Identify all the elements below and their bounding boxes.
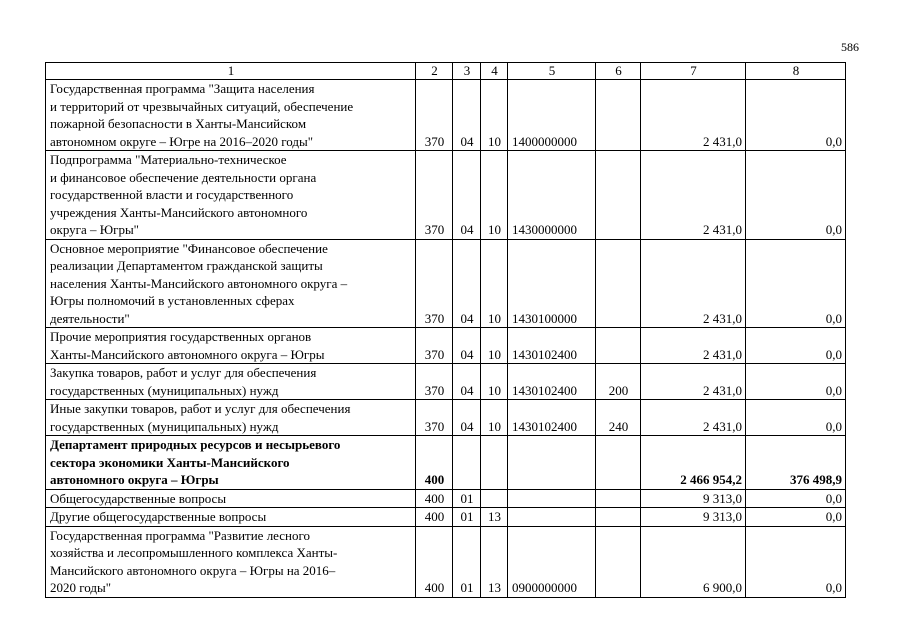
cell-code-admin: 370	[416, 151, 453, 240]
cell-amount-subvention: 0,0	[746, 239, 846, 328]
cell-item-name	[46, 400, 416, 436]
cell-code-target: 1400000000	[508, 80, 596, 151]
cell-item-name-line: 2020 годы"	[50, 580, 112, 595]
cell-code-target: 1430102400	[508, 328, 596, 364]
cell-item-name-line: Закупка товаров, работ и услуг для обеспечения	[50, 365, 317, 380]
cell-item-name	[46, 364, 416, 400]
cell-item-name-line: Подпрограмма "Материально-техническое	[50, 152, 287, 167]
cell-code-subsection: 13	[481, 508, 508, 527]
cell-code-section: 04	[453, 364, 481, 400]
cell-code-expense	[596, 328, 641, 364]
column-header-8: 8	[746, 63, 846, 80]
cell-code-section: 01	[453, 489, 481, 508]
cell-item-name-line: округа – Югры"	[50, 222, 139, 237]
column-header-7: 7	[641, 63, 746, 80]
cell-item-name-line: Основное мероприятие "Финансовое обеспечение	[50, 240, 328, 256]
cell-amount-total: 2 431,0	[641, 80, 746, 151]
cell-item-name-line: Государственная программа "Защита населения	[50, 81, 315, 96]
cell-code-expense	[596, 526, 641, 597]
cell-code-subsection: 10	[481, 364, 508, 400]
table-row	[46, 526, 846, 597]
cell-code-expense	[596, 239, 641, 328]
cell-code-section: 04	[453, 328, 481, 364]
table-row	[46, 489, 846, 508]
column-header-5: 5	[508, 63, 596, 80]
cell-item-name	[46, 489, 416, 508]
cell-code-subsection: 10	[481, 151, 508, 240]
cell-amount-total: 9 313,0	[641, 489, 746, 508]
cell-code-admin: 370	[416, 328, 453, 364]
cell-code-admin: 370	[416, 364, 453, 400]
cell-item-name-line: Мансийского автономного округа – Югры на 2016–	[50, 562, 336, 578]
cell-code-admin: 400	[416, 436, 453, 490]
table-row	[46, 436, 846, 490]
cell-code-section	[453, 436, 481, 490]
cell-code-subsection	[481, 436, 508, 490]
cell-code-subsection	[481, 489, 508, 508]
cell-amount-total: 9 313,0	[641, 508, 746, 527]
table-header-row	[46, 63, 846, 80]
cell-item-name	[46, 436, 416, 490]
cell-amount-subvention: 0,0	[746, 328, 846, 364]
cell-code-target	[508, 508, 596, 527]
cell-item-name-line: Другие общегосударственные вопросы	[50, 509, 267, 524]
cell-code-target: 0900000000	[508, 526, 596, 597]
cell-item-name-line: Департамент природных ресурсов и несырьевого	[50, 437, 341, 452]
cell-item-name	[46, 151, 416, 240]
cell-amount-total: 2 431,0	[641, 151, 746, 240]
cell-amount-subvention: 0,0	[746, 400, 846, 436]
cell-code-target: 1430102400	[508, 364, 596, 400]
cell-item-name	[46, 80, 416, 151]
table-row	[46, 80, 846, 151]
cell-code-expense	[596, 436, 641, 490]
cell-item-name-line: Общегосударственные вопросы	[50, 490, 227, 506]
cell-code-target: 1430100000	[508, 239, 596, 328]
cell-amount-subvention: 376 498,9	[746, 436, 846, 490]
column-header-3: 3	[453, 63, 481, 80]
cell-amount-total: 2 431,0	[641, 328, 746, 364]
cell-code-expense	[596, 508, 641, 527]
cell-code-section: 01	[453, 508, 481, 527]
table-body	[46, 63, 846, 598]
cell-item-name-line: государственных (муниципальных) нужд	[50, 382, 279, 398]
cell-code-subsection: 10	[481, 239, 508, 328]
cell-item-name	[46, 508, 416, 527]
table-row	[46, 239, 846, 328]
cell-code-expense: 200	[596, 364, 641, 400]
cell-code-admin: 400	[416, 526, 453, 597]
cell-item-name	[46, 328, 416, 364]
cell-item-name-line: и территорий от чрезвычайных ситуаций, обеспечение	[50, 98, 354, 114]
cell-item-name-line: автономного округа – Югры	[50, 472, 219, 487]
column-header-2: 2	[416, 63, 453, 80]
cell-amount-total: 2 431,0	[641, 364, 746, 400]
cell-code-target	[508, 489, 596, 508]
cell-item-name-line: хозяйства и лесопромышленного комплекса Ханты-	[50, 545, 338, 560]
cell-item-name-line: пожарной безопасности в Ханты-Мансийском	[50, 116, 307, 131]
cell-code-subsection: 10	[481, 328, 508, 364]
cell-code-target: 1430000000	[508, 151, 596, 240]
cell-code-subsection: 13	[481, 526, 508, 597]
cell-item-name-line: Югры полномочий в установленных сферах	[50, 293, 295, 308]
table-row	[46, 400, 846, 436]
cell-amount-total: 2 466 954,2	[641, 436, 746, 490]
cell-item-name-line: населения Ханты-Мансийского автономного округа –	[50, 275, 348, 291]
cell-amount-total: 2 431,0	[641, 239, 746, 328]
cell-code-expense	[596, 489, 641, 508]
table-row	[46, 328, 846, 364]
cell-item-name-line: реализации Департаментом гражданской защиты	[50, 258, 323, 273]
cell-amount-subvention: 0,0	[746, 508, 846, 527]
cell-amount-subvention: 0,0	[746, 151, 846, 240]
cell-code-target: 1430102400	[508, 400, 596, 436]
cell-item-name-line: Иные закупки товаров, работ и услуг для обеспечения	[50, 401, 351, 416]
column-header-4: 4	[481, 63, 508, 80]
page-number: 586	[841, 40, 859, 54]
cell-item-name-line: деятельности"	[50, 310, 130, 326]
cell-code-subsection: 10	[481, 80, 508, 151]
column-header-6: 6	[596, 63, 641, 80]
cell-code-expense: 240	[596, 400, 641, 436]
cell-code-expense	[596, 151, 641, 240]
cell-item-name-line: государственных (муниципальных) нужд	[50, 418, 279, 434]
cell-item-name-line: и финансовое обеспечение деятельности органа	[50, 169, 317, 185]
table-row	[46, 364, 846, 400]
cell-code-section: 01	[453, 526, 481, 597]
cell-code-admin: 370	[416, 239, 453, 328]
budget-table	[45, 62, 846, 598]
cell-amount-subvention: 0,0	[746, 526, 846, 597]
cell-code-admin: 370	[416, 400, 453, 436]
cell-item-name-line: учреждения Ханты-Мансийского автономного	[50, 204, 308, 220]
cell-amount-total: 6 900,0	[641, 526, 746, 597]
cell-amount-subvention: 0,0	[746, 80, 846, 151]
cell-item-name	[46, 239, 416, 328]
cell-amount-total: 2 431,0	[641, 400, 746, 436]
cell-item-name-line: автономном округе – Югре на 2016–2020 годы"	[50, 133, 314, 149]
cell-item-name-line: Государственная программа "Развитие лесного	[50, 527, 311, 543]
column-header-1: 1	[46, 63, 416, 80]
cell-code-admin: 400	[416, 489, 453, 508]
cell-code-target	[508, 436, 596, 490]
cell-item-name	[46, 526, 416, 597]
cell-amount-subvention: 0,0	[746, 364, 846, 400]
cell-item-name-line: Прочие мероприятия государственных органов	[50, 329, 312, 344]
cell-code-section: 04	[453, 239, 481, 328]
table-row	[46, 151, 846, 240]
cell-item-name-line: Ханты-Мансийского автономного округа – Югры	[50, 346, 325, 362]
cell-item-name-line: сектора экономики Ханты-Мансийского	[50, 454, 290, 470]
cell-code-section: 04	[453, 400, 481, 436]
cell-code-admin: 400	[416, 508, 453, 527]
table-row	[46, 508, 846, 527]
cell-code-subsection: 10	[481, 400, 508, 436]
cell-item-name-line: государственной власти и государственного	[50, 187, 294, 202]
cell-code-expense	[596, 80, 641, 151]
cell-code-section: 04	[453, 80, 481, 151]
cell-code-admin: 370	[416, 80, 453, 151]
cell-code-section: 04	[453, 151, 481, 240]
cell-amount-subvention: 0,0	[746, 489, 846, 508]
